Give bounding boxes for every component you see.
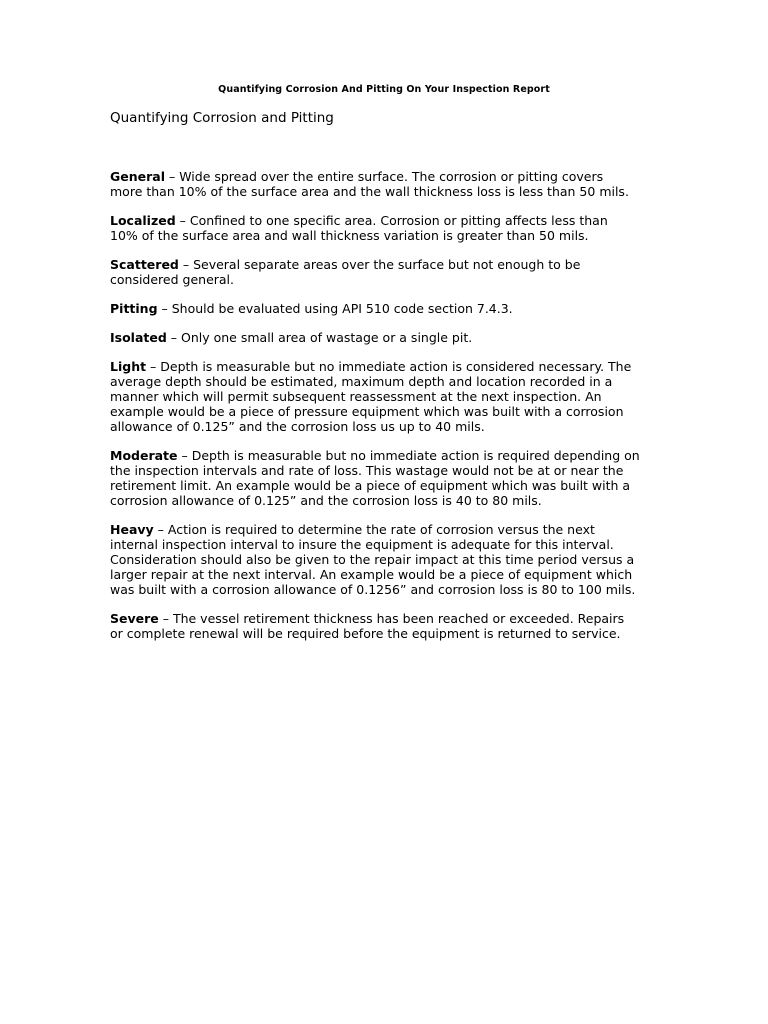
term-severe: Severe — [110, 611, 159, 626]
definition-localized-text: – Confined to one specific area. Corrosion or pitting affects less than 10% of the surface area and wall thickness variation is greater than 50 mils. — [110, 213, 608, 243]
definition-general — [110, 169, 670, 199]
definition-light-text: – Depth is measurable but no immediate action is considered necessary. The average depth should be estimated, maximum depth and location recorded in a manner which will permit subsequent reassessment at the next inspection. An example would be a piece of pressure equipment which was built with a corrosion allowance of 0.125” and the corrosion loss us up to 40 mils. — [110, 359, 632, 434]
definition-severe — [110, 611, 670, 641]
definition-moderate-text: – Depth is measurable but no immediate action is required depending on the inspection intervals and rate of loss. This wastage would not be at or near the retirement limit. An example would be a piece of equipment which was built with a corrosion allowance of 0.125” and the corrosion loss is 40 to 80 mils. — [110, 448, 640, 508]
definition-isolated-text: – Only one small area of wastage or a single pit. — [166, 330, 473, 345]
definition-severe-text: – The vessel retirement thickness has been reached or exceeded. Repairs or complete renewal will be required before the equipment is returned to service. — [110, 611, 625, 641]
term-heavy: Heavy — [110, 522, 154, 537]
definition-scattered — [110, 257, 670, 287]
term-light: Light — [110, 359, 147, 374]
definition-pitting — [110, 301, 670, 316]
definition-general-text: – Wide spread over the entire surface. The corrosion or pitting covers more than 10% of the surface area and the wall thickness loss is less than 50 mils. — [110, 169, 629, 199]
term-isolated: Isolated — [110, 330, 167, 345]
definition-heavy-text: – Action is required to determine the rate of corrosion versus the next internal inspection interval to insure the equipment is adequate for this interval. Consideration should also be given to the repair impact at this time period versus a larger repair at the next interval. An example would be a piece of equipment which was built with a corrosion allowance of 0.1256” and corrosion loss is 80 to 100 mils. — [110, 522, 636, 597]
definition-heavy — [110, 522, 670, 597]
definition-isolated — [110, 330, 670, 345]
term-localized: Localized — [110, 213, 176, 228]
page-header-title: Quantifying Corrosion And Pitting On Your Inspection Report — [218, 84, 550, 95]
term-moderate: Moderate — [110, 448, 178, 463]
document-heading: Quantifying Corrosion and Pitting — [110, 110, 334, 126]
term-general: General — [110, 169, 165, 184]
term-scattered: Scattered — [110, 257, 179, 272]
definition-moderate — [110, 448, 670, 508]
term-pitting: Pitting — [110, 301, 158, 316]
definition-pitting-text: – Should be evaluated using API 510 code section 7.4.3. — [157, 301, 513, 316]
definition-localized — [110, 213, 670, 243]
definitions-list — [110, 169, 670, 655]
definition-light — [110, 359, 670, 434]
definition-scattered-text: – Several separate areas over the surface but not enough to be considered general. — [110, 257, 581, 287]
